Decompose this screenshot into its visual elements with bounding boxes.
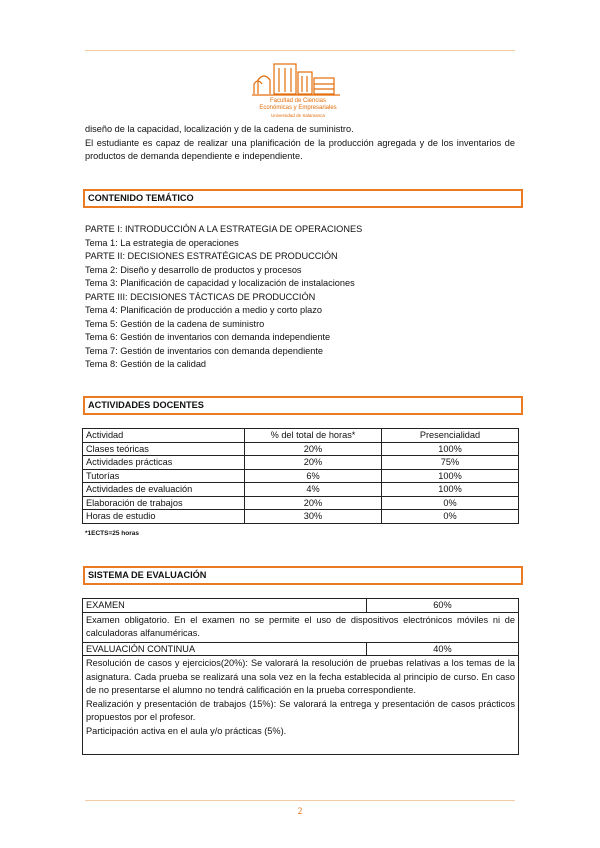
table-row (83, 483, 519, 497)
topic-item: Tema 5: Gestión de la cadena de suministro (85, 318, 265, 329)
continuous-eval-percentage: 40% (367, 642, 519, 656)
table-row (83, 456, 519, 470)
ects-footnote: *1ECTS=25 horas (85, 530, 140, 537)
table-cell: 0% (382, 510, 519, 524)
logo-text-line2: Económicas y Empresariales (259, 105, 337, 111)
topic-item: PARTE II: DECISIONES ESTRATÉGICAS DE PRODUCCIÓN (85, 251, 338, 261)
topics-list (85, 223, 515, 372)
continuous-eval-label: EVALUACIÓN CONTINUA (83, 642, 367, 656)
topic-item: Tema 8: Gestión de la calidad (85, 359, 207, 369)
table-cell: Actividades de evaluación (83, 483, 245, 497)
page-number: 2 (297, 806, 303, 816)
logo-text-line1: Facultad de Ciencias (269, 98, 327, 104)
topic-item: PARTE I: INTRODUCCIÓN A LA ESTRATEGIA DE OPERACIONES (85, 224, 363, 234)
topic-item: Tema 1: La estrategia de operaciones (85, 237, 239, 248)
table-row (83, 496, 519, 510)
column-header: Presencialidad (382, 429, 519, 443)
exam-label: EXAMEN (83, 599, 367, 613)
section-heading-contenido: CONTENIDO TEMÁTICO (83, 189, 523, 208)
topic-item: Tema 3: Planificación de capacidad y localización de instalaciones (85, 278, 355, 288)
table-cell: 30% (245, 510, 382, 524)
table-row (83, 442, 519, 456)
table-row (83, 469, 519, 483)
table-header-row (83, 429, 519, 443)
faculty-building-logo-icon (250, 58, 346, 98)
table-row (83, 510, 519, 524)
section-heading-actividades: ACTIVIDADES DOCENTES (83, 396, 523, 415)
intro-paragraph: El estudiante es capaz de realizar una planificación de la producción agregada y de los inventarios de productos de demanda dependiente e independiente. (85, 137, 515, 161)
table-cell: 100% (382, 483, 519, 497)
eval-criterion: Realización y presentación de trabajos (15%): Se valorará la entrega y presentación de casos prácticos propuestos por el profesor. (86, 698, 515, 722)
column-header: Actividad (83, 429, 245, 443)
intro-line: diseño de la capacidad, localización y de la cadena de suministro. (85, 124, 354, 134)
eval-criterion: Participación activa en el aula y/o prácticas (5%). (86, 725, 287, 736)
table-cell: Clases teóricas (83, 442, 245, 456)
topic-item: Tema 6: Gestión de inventarios con demanda independiente (85, 332, 331, 342)
table-row (83, 612, 519, 642)
section-heading-evaluacion: SISTEMA DE EVALUACIÓN (83, 566, 523, 585)
evaluation-table (82, 598, 519, 755)
table-cell: 6% (245, 469, 382, 483)
table-cell: Tutorías (83, 469, 245, 483)
faculty-logo (250, 58, 346, 116)
table-cell: 20% (245, 456, 382, 470)
exam-percentage: 60% (367, 599, 519, 613)
table-cell: Elaboración de trabajos (83, 496, 245, 510)
table-cell: 0% (382, 496, 519, 510)
table-cell: Actividades prácticas (83, 456, 245, 470)
continuous-eval-description (83, 656, 519, 755)
topic-item: Tema 4: Planificación de producción a medio y corto plazo (85, 305, 322, 315)
table-cell: 100% (382, 442, 519, 456)
table-row (83, 599, 519, 613)
table-cell: 20% (245, 442, 382, 456)
exam-description: Examen obligatorio. En el examen no se permite el uso de dispositivos electrónicos móviles ni de calculadoras alfanuméricas. (83, 612, 519, 642)
table-cell: 100% (382, 469, 519, 483)
table-row (83, 642, 519, 656)
table-cell: Horas de estudio (83, 510, 245, 524)
table-row (83, 656, 519, 755)
column-header: % del total de horas* (245, 429, 382, 443)
activities-table (82, 428, 519, 524)
header-rule (85, 50, 515, 51)
topic-item: PARTE III: DECISIONES TÁCTICAS DE PRODUCCIÓN (85, 291, 316, 302)
eval-criterion: Resolución de casos y ejercicios(20%): Se valorará la resolución de pruebas relativas a los temas de la asignatura. Cada prueba se realizará una sola vez en la fecha establecida al principio de curso. En caso de no presentarse el alumno no tendrá calificación en la prueba correspondiente. (86, 658, 515, 695)
table-cell: 20% (245, 496, 382, 510)
table-cell: 75% (382, 456, 519, 470)
table-cell: 4% (245, 483, 382, 497)
intro-text (85, 123, 515, 164)
logo-text-line3: Universidad de Salamanca (271, 113, 325, 118)
footer-rule (85, 800, 515, 801)
topic-item: Tema 7: Gestión de inventarios con demanda dependiente (85, 345, 324, 356)
topic-item: Tema 2: Diseño y desarrollo de productos y procesos (85, 264, 302, 275)
